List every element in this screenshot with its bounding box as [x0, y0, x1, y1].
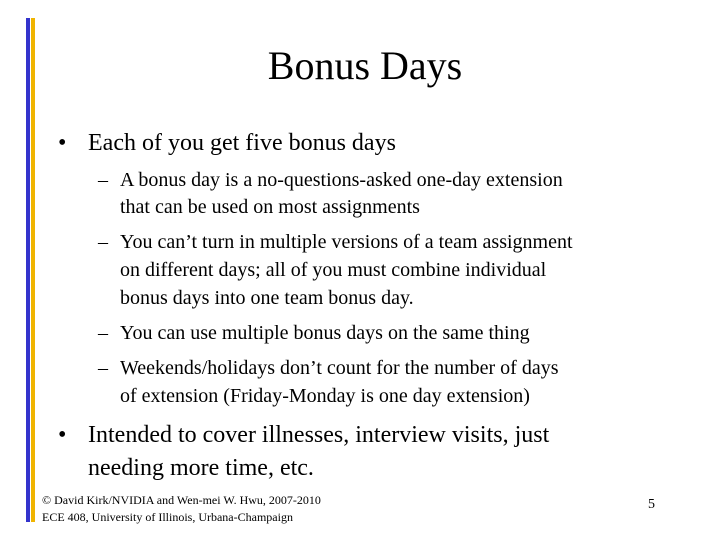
dash-marker: –: [98, 357, 108, 379]
dash-marker: –: [98, 322, 108, 344]
page-number: 5: [648, 497, 655, 512]
sub-bullet-text: A bonus day is a no-questions-asked one-day extension: [120, 169, 563, 191]
bullet-text: needing more time, etc.: [88, 455, 314, 481]
bullet-marker: •: [58, 130, 67, 156]
footer-line: © David Kirk/NVIDIA and Wen-mei W. Hwu, 2007-2010: [42, 493, 321, 507]
sub-bullet-text: You can’t turn in multiple versions of a team assignment: [120, 231, 573, 253]
dash-marker: –: [98, 231, 108, 253]
bullet-text: Intended to cover illnesses, interview visits, just: [88, 422, 550, 448]
sub-bullet-text: bonus days into one team bonus day.: [120, 287, 414, 309]
bullet-marker: •: [58, 422, 67, 448]
sub-bullet-text: on different days; all of you must combine individual: [120, 259, 547, 281]
sub-bullet-text: You can use multiple bonus days on the same thing: [120, 322, 530, 344]
footer-copyright: [42, 492, 321, 526]
bullet-text: Each of you get five bonus days: [88, 130, 396, 156]
sub-bullet-text: of extension (Friday-Monday is one day extension): [120, 385, 530, 407]
sub-bullet-text: Weekends/holidays don’t count for the number of days: [120, 357, 559, 379]
dash-marker: –: [98, 169, 108, 191]
slide-title: Bonus Days: [267, 43, 463, 88]
sub-bullet-text: that can be used on most assignments: [120, 196, 420, 218]
footer-line: ECE 408, University of Illinois, Urbana-Champaign: [42, 510, 293, 524]
